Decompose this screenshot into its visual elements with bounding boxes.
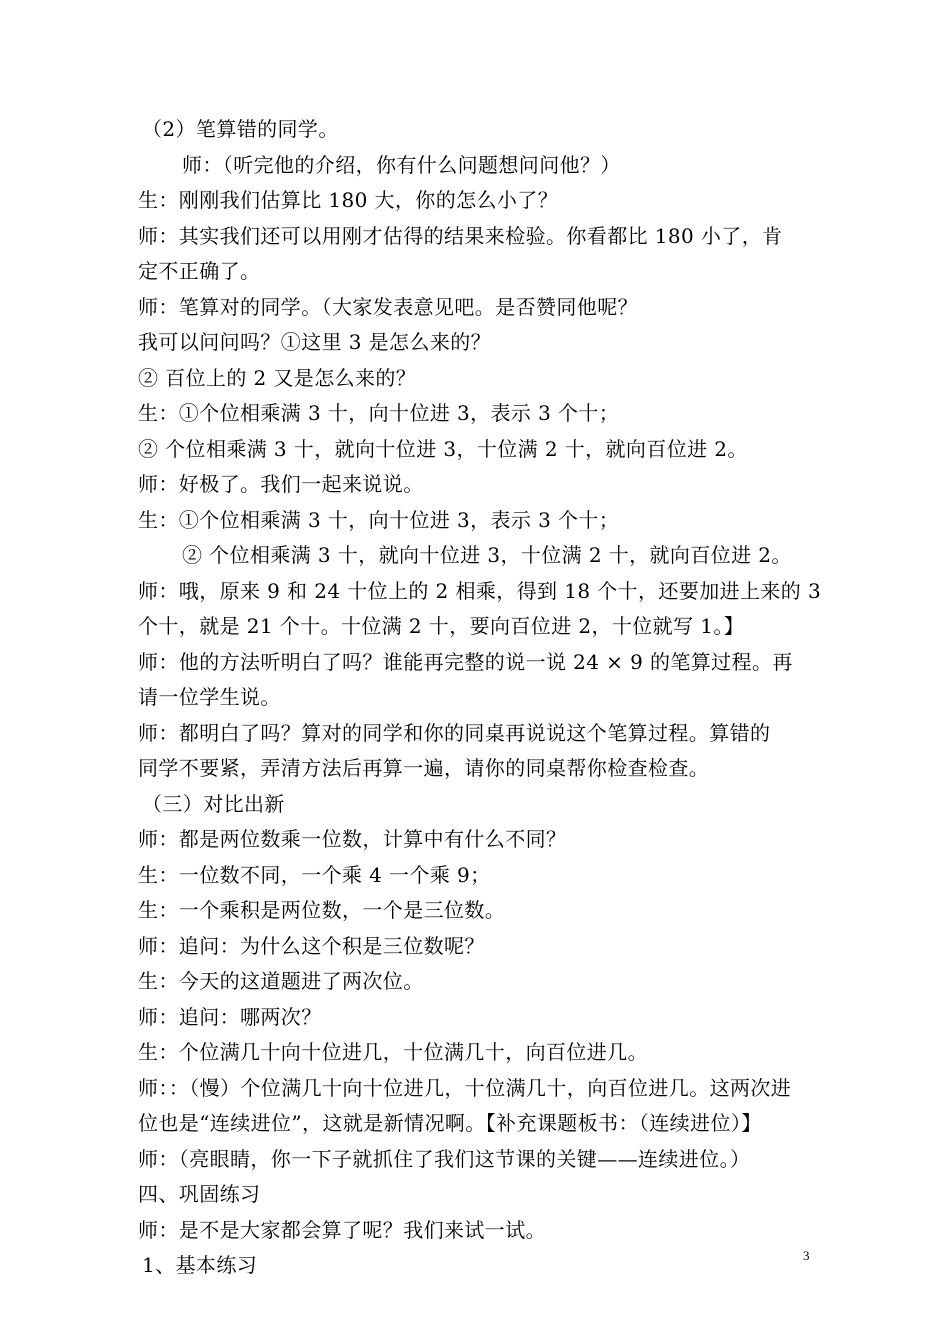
text-line: 生：①个位相乘满 3 十，向十位进 3，表示 3 个十； [138,401,620,425]
text-line: 师：好极了。我们一起来说说。 [138,472,424,496]
text-line: 位也是“连续进位”，这就是新情况啊。【补充课题板书：（连续进位）】 [138,1111,762,1135]
text-line: 同学不要紧，弄清方法后再算一遍，请你的同桌帮你检查检查。 [138,756,710,780]
text-line: 师：追问：为什么这个积是三位数呢？ [138,933,485,958]
section-heading: （三）对比出新 [142,791,285,816]
text-line: ② 百位上的 2 又是怎么来的？ [138,365,417,390]
subsection-heading: 1、基本练习 [142,1253,258,1277]
text-line: 生：个位满几十向十位进几，十位满几十，向百位进几。 [138,1040,648,1064]
text-line: ② 个位相乘满 3 十，就向十位进 3，十位满 2 十，就向百位进 2。 [182,543,792,567]
text-line: 师：：（慢）个位满几十向十位进几，十位满几十，向百位进几。这两次进 [138,1075,792,1100]
section-heading: 四、巩固练习 [138,1182,261,1206]
text-line: 生：①个位相乘满 3 十，向十位进 3，表示 3 个十； [138,507,620,532]
text-line: 师：（亮眼睛，你一下子就抓住了我们这节课的关键——连续进位。） [138,1146,751,1171]
text-line: 生：一个乘积是两位数，一个是三位数。 [138,898,506,922]
text-line: 师：追问：哪两次？ [138,1004,322,1029]
text-line: 师：是不是大家都会算了呢？我们来试一试。 [138,1217,546,1242]
page-number: 3 [803,1248,810,1263]
text-line: 生：今天的这道题进了两次位。 [138,969,424,993]
text-line: 师：（听完他的介绍，你有什么问题想问问他？） [182,152,621,177]
text-line: 请一位学生说。 [138,685,281,709]
text-line: 生：刚刚我们估算比 180 大，你的怎么小了？ [138,188,559,212]
text-line: 师：哦，原来 9 和 24 十位上的 2 相乘，得到 18 个十，还要加进上来的 3 [138,578,822,603]
text-line: ② 个位相乘满 3 十，就向十位进 3，十位满 2 十，就向百位进 2。 [138,436,748,461]
text-line: 师：他的方法听明白了吗？谁能再完整的说一说 24 × 9 的笔算过程。再 [138,649,793,674]
text-line: 师：都明白了吗？算对的同学和你的同桌再说说这个笔算过程。算错的 [138,720,771,745]
text-line: 师：其实我们还可以用刚才估得的结果来检验。你看都比 180 小了，肯 [138,223,783,248]
text-line: 师：都是两位数乘一位数，计算中有什么不同？ [138,827,567,851]
document-body [138,112,822,1284]
text-line: 我可以问问吗？①这里 3 是怎么来的？ [138,330,492,354]
text-line: 个十，就是 21 个十。十位满 2 十，要向百位进 2，十位就写 1。】 [138,614,745,638]
text-line: 师：笔算对的同学。（大家发表意见吧。是否赞同他呢？ [138,294,638,319]
text-line: （2）笔算错的同学。 [142,117,339,141]
text-line: 生：一位数不同，一个乘 4 一个乘 9； [138,862,491,887]
text-line: 定不正确了。 [138,259,261,283]
